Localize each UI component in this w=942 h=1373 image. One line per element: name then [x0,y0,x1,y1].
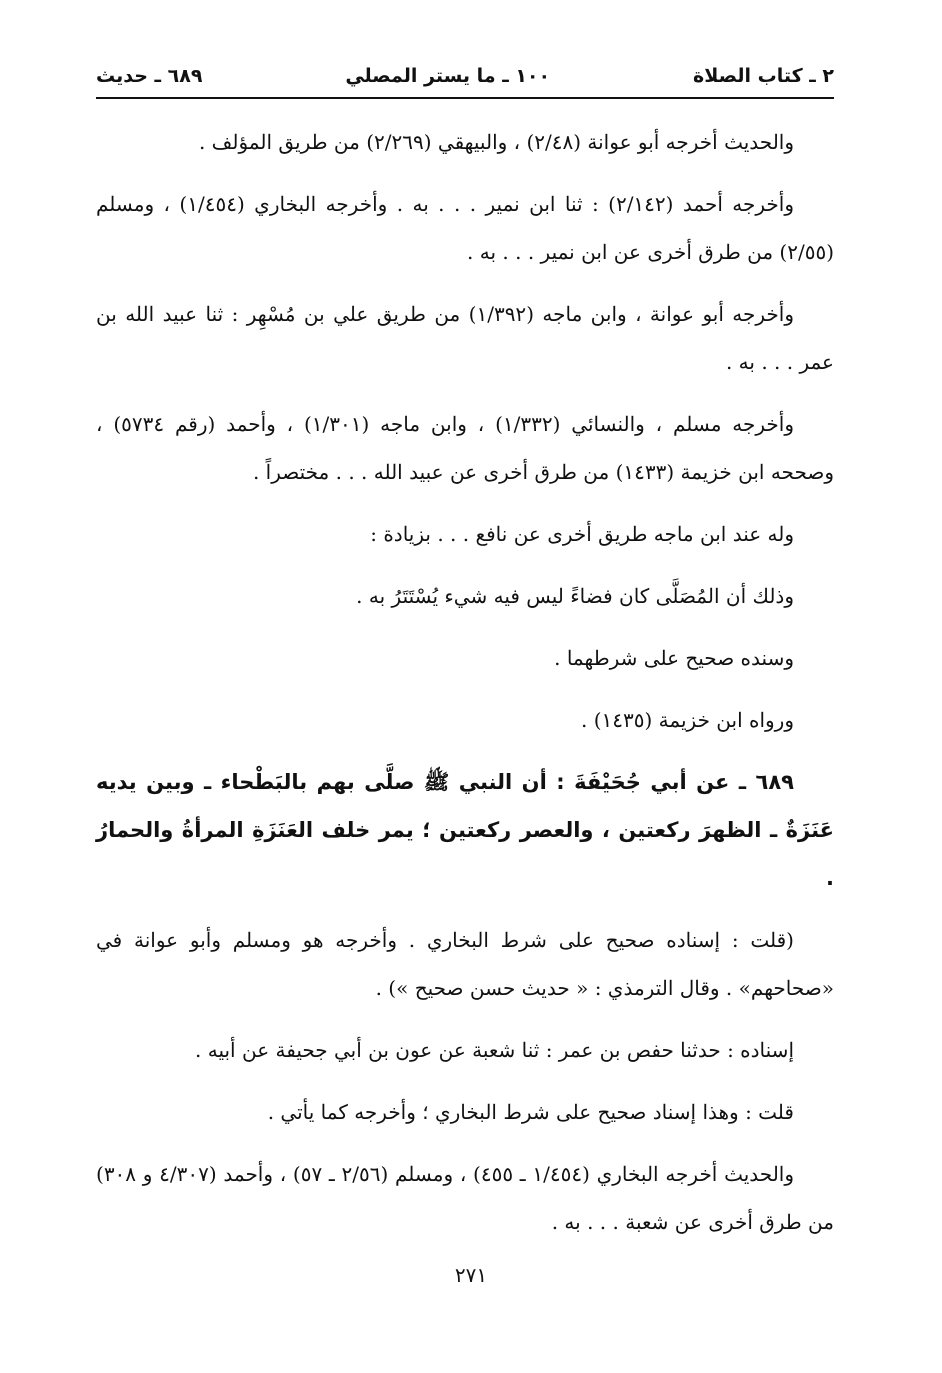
paragraph: ورواه ابن خزيمة (١٤٣٥) . [581,708,794,732]
header-divider [96,97,834,99]
running-header [96,58,834,94]
paragraph: وذلك أن المُصَلَّى كان فضاءً ليس فيه شيء يُسْتَتَرُ به . [356,584,794,608]
paragraph: وأخرجه أحمد (٢/١٤٢) : ثنا ابن نمير . . . به . وأخرجه البخاري (١/٤٥٤) ، ومسلم (٢/٥٥) من طرق أخرى عن ابن نمير . . . به . [96,192,834,264]
hadith-text: ٦٨٩ ـ عن أبي جُحَيْفَةَ : أن النبي ﷺ صلَّى بهم بالبَطْحاء ـ وبين يديه عَنَزَةٌ ـ الظهرَ ركعتين ، والعصر ركعتين ؛ يمر خلف العَنَزَةِ المرأةُ والحمارُ . [96,770,834,890]
header-section: ١٠٠ ـ ما يستر المصلي [345,65,551,87]
paragraph: وله عند ابن ماجه طريق أخرى عن نافع . . . بزيادة : [370,522,794,546]
grading-note: (قلت : إسناده صحيح على شرط البخاري . وأخرجه هو ومسلم وأبو عوانة في «صحاحهم» . وقال الترمذي : « حديث حسن صحيح ») . [96,928,834,1000]
paragraph: وسنده صحيح على شرطهما . [554,646,794,670]
paragraph: وأخرجه مسلم ، والنسائي (١/٣٣٢) ، وابن ماجه (١/٣٠١) ، وأحمد (رقم ٥٧٣٤) ، وصححه ابن خزيمة (١٤٣٣) من طرق أخرى عن عبيد الله . . . مختصراً . [96,412,834,484]
page-number: ٢٧١ [454,1263,488,1287]
header-chapter: ٢ ـ كتاب الصلاة [693,65,834,87]
header-hadith-number: ٦٨٩ ـ حديث [96,65,203,87]
isnad-paragraph: إسناده : حدثنا حفص بن عمر : ثنا شعبة عن عون بن أبي جحيفة عن أبيه . [195,1038,794,1062]
paragraph: قلت : وهذا إسناد صحيح على شرط البخاري ؛ وأخرجه كما يأتي . [267,1100,794,1124]
page-body [96,118,834,1260]
paragraph: والحديث أخرجه أبو عوانة (٢/٤٨) ، والبيهقي (٢/٢٦٩) من طريق المؤلف . [198,130,794,154]
paragraph: والحديث أخرجه البخاري (١/٤٥٤ ـ ٤٥٥) ، ومسلم (٢/٥٦ ـ ٥٧) ، وأحمد (٤/٣٠٧ و ٣٠٨) من طرق أخرى عن شعبة . . . به . [96,1162,834,1234]
paragraph: وأخرجه أبو عوانة ، وابن ماجه (١/٣٩٢) من طريق علي بن مُسْهِر : ثنا عبيد الله بن عمر . . . به . [96,302,834,374]
